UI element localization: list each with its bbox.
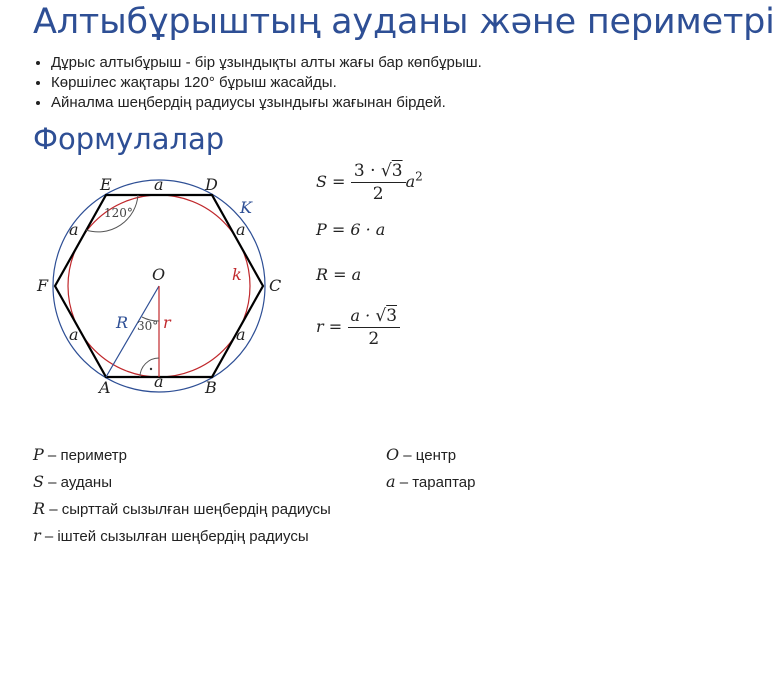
side-label: a [154, 372, 164, 391]
legend-item: r – іштей сызылған шеңбердің радиусы [33, 526, 309, 545]
angle-30-label: 30° [137, 319, 159, 333]
page-title: Алтыбұрыштың ауданы және периметрі [33, 2, 775, 42]
side-label: a [236, 220, 246, 239]
side-label: a [69, 220, 79, 239]
perimeter-formula: P = 6 · a [316, 220, 386, 239]
vertex-label-C: C [269, 276, 282, 295]
radius-r-label: r [163, 313, 171, 332]
right-angle-dot [150, 368, 152, 370]
angle-120-label: 120° [104, 206, 133, 220]
center-label: O [152, 265, 166, 284]
radius-R-label: R [116, 313, 129, 332]
area-fraction: $\frac{3 \cdot √3}{2}$ [351, 160, 406, 205]
legend-item: R – сырттай сызылған шеңбердің радиусы [33, 499, 331, 518]
side-label: a [236, 325, 246, 344]
vertex-label-A: A [99, 378, 111, 397]
property-item: • Дұрыс алтыбұрыш - бір ұзындықты алты жағы бар көпбұрыш. [51, 53, 482, 73]
property-item: • Айналма шеңбердің радиусы ұзындығы жағынан бірдей. [51, 93, 482, 113]
vertex-label-E: E [100, 175, 112, 194]
vertex-label-D: D [205, 175, 218, 194]
legend-item: S – ауданы [33, 472, 112, 491]
section-title: Формулалар [33, 122, 225, 156]
vertex-label-B: B [205, 378, 217, 397]
inner-circle-label: k [232, 265, 242, 284]
area-formula: S = $\frac{3 \cdot √3}{2}$ $a^2$ [316, 161, 423, 204]
hexagon-figure [30, 170, 300, 400]
properties-list [33, 53, 482, 113]
radius-formula: R = a [316, 265, 362, 284]
legend-item: O – центр [386, 445, 457, 464]
property-item: • Көршілес жақтары 120° бұрыш жасайды. [51, 73, 482, 93]
side-label: a [154, 175, 164, 194]
inradius-fraction: $\frac{a \cdot √3}{2}$ [348, 305, 400, 350]
inradius-formula: r = $\frac{a \cdot √3}{2}$ [316, 305, 400, 350]
vertex-label-F: F [37, 276, 49, 295]
sqrt-sign: √ [380, 161, 392, 181]
side-label: a [69, 325, 79, 344]
legend-item: P – периметр [33, 445, 127, 464]
legend-item: a – тараптар [386, 472, 476, 491]
outer-circle-label: K [240, 198, 252, 217]
